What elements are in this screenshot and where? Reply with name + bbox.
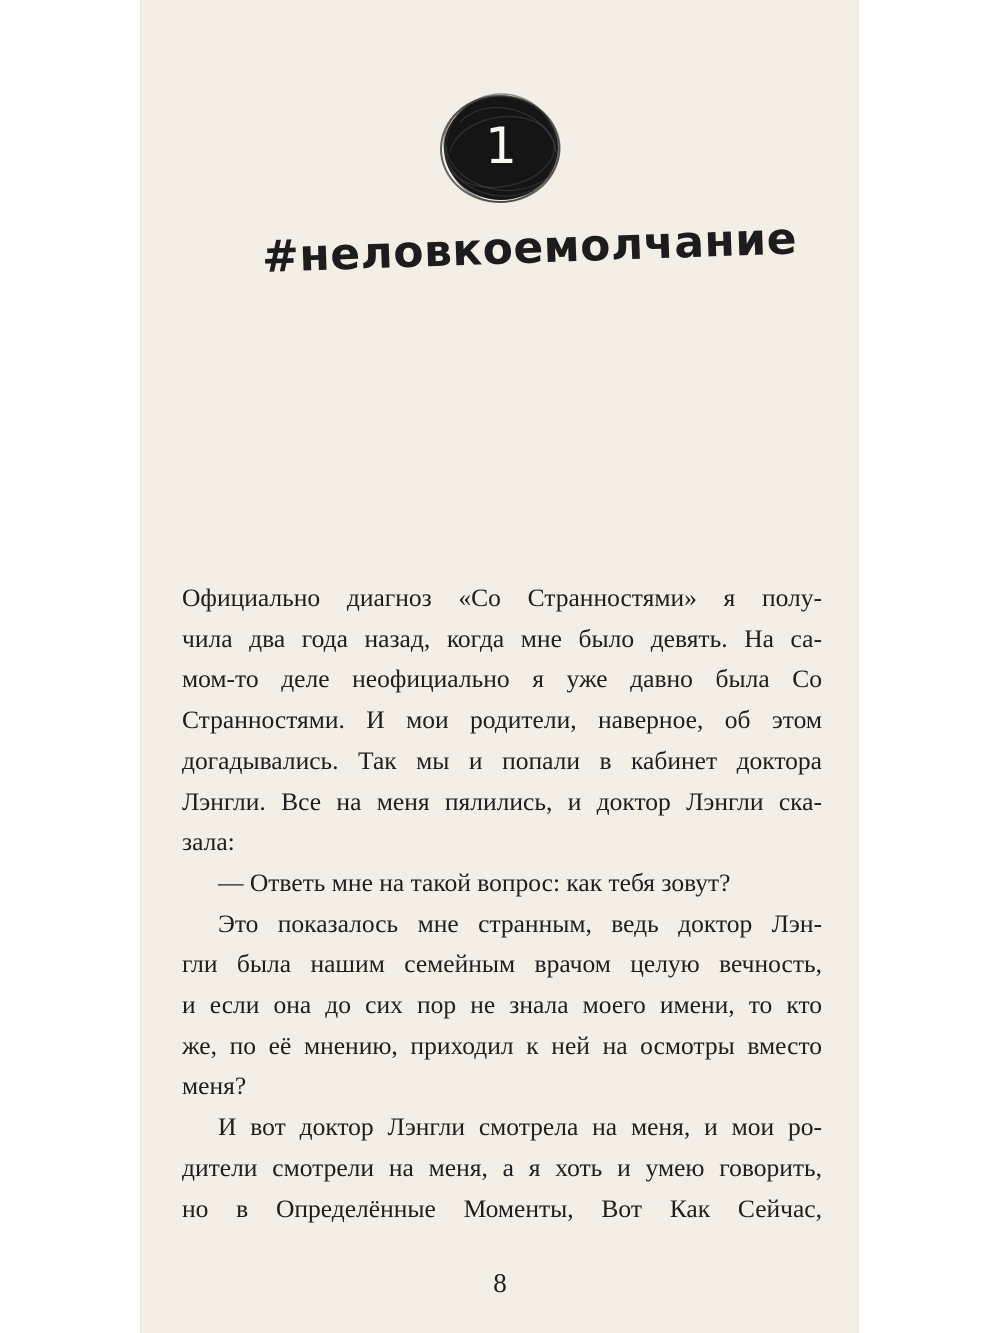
text-line: мом-то деле неофициально я уже давно была Со [182, 664, 822, 694]
text-line: Официально диагноз «Со Странностями» я полу- [182, 583, 822, 612]
text-line: но в Определённые Моменты, Вот Как Сейчас, [182, 1193, 822, 1223]
text-line: дители смотрели на меня, а я хоть и умею говорить, [182, 1152, 822, 1182]
text-line: Странностями. И мои родители, наверное, об этом [182, 705, 822, 735]
text-line: Это показалось мне странным, ведь доктор Лэн- [218, 908, 822, 938]
chapter-title: #неловкоемолчание [261, 213, 798, 283]
text-line: И вот доктор Лэнгли смотрела на меня, и мои ро- [218, 1112, 822, 1142]
text-line: догадывались. Так мы и попали в кабинет доктора [182, 745, 822, 775]
page-number: 8 [493, 1268, 507, 1298]
chapter-number: 1 [485, 117, 517, 175]
text-line: же, по её мнению, приходил к ней на осмотры вместо [182, 1030, 822, 1060]
text-line: зала: [182, 827, 235, 857]
dialogue-line: — Ответь мне на такой вопрос: как тебя зовут? [218, 867, 731, 897]
text-line: гли была нашим семейным врачом целую вечность, [182, 949, 822, 979]
body-text [182, 578, 822, 1229]
chapter-badge [440, 92, 562, 204]
text-line: чила два года назад, когда мне было девять. На са- [182, 623, 822, 653]
text-line: Лэнгли. Все на меня пялились, и доктор Лэнгли ска- [182, 786, 822, 816]
text-line: и если она до сих пор не знала моего имени, то кто [182, 990, 822, 1020]
text-line: меня? [182, 1071, 247, 1101]
